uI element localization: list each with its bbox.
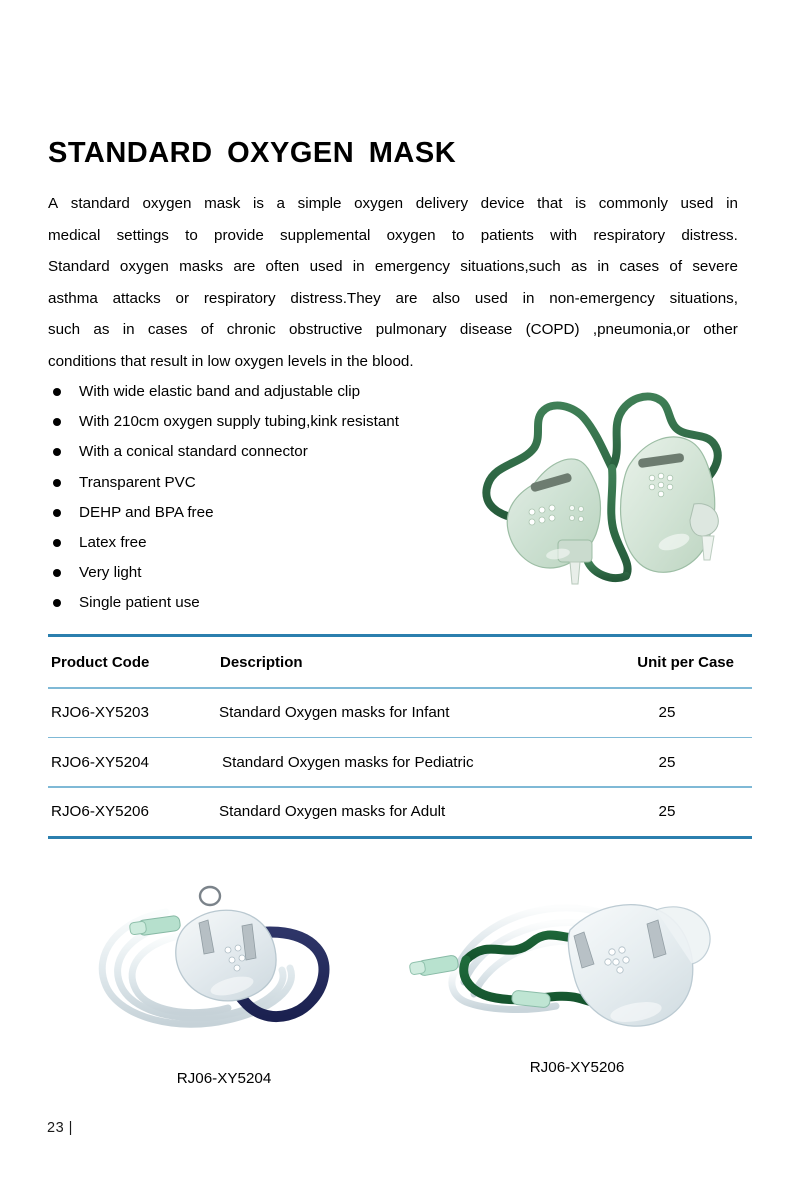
table-row (48, 738, 752, 786)
list-item (52, 498, 472, 528)
bullet-icon (53, 448, 61, 456)
page-number: 23 | (47, 1120, 73, 1136)
intro-line: medical settings to provide supplemental oxygen to patients with respiratory distress. (48, 226, 738, 244)
list-item (52, 377, 472, 407)
feature-label: With wide elastic band and adjustable clip (79, 383, 361, 400)
product-table (48, 634, 752, 839)
column-header-product-code: Product Code (51, 653, 150, 671)
bullet-icon (53, 479, 61, 487)
feature-label: DEHP and BPA free (79, 503, 214, 521)
page-title: STANDARD OXYGEN MASK (48, 137, 457, 170)
column-header-unit-per-case: Unit per Case (637, 653, 734, 671)
list-item (52, 407, 472, 437)
table-header-row (48, 637, 752, 687)
cell-product-code: RJO6-XY5203 (51, 704, 149, 721)
bullet-icon (53, 388, 61, 396)
feature-label: Very light (79, 564, 142, 582)
column-header-description: Description (220, 653, 303, 671)
bullet-icon (53, 418, 61, 426)
cell-unit-per-case: 25 (658, 753, 676, 771)
clear-mask-green-strap-illustration (404, 866, 750, 1048)
cell-product-code: RJO6-XY5206 (51, 803, 149, 820)
caption-xy5204: RJ06-XY5204 (176, 1070, 272, 1087)
cell-description: Standard Oxygen masks for Pediatric (222, 753, 474, 771)
bullet-icon (53, 539, 61, 547)
table-row (48, 689, 752, 737)
feature-label: Latex free (79, 533, 147, 551)
cell-unit-per-case: 25 (658, 803, 676, 820)
list-item (52, 558, 472, 588)
feature-label: Single patient use (79, 594, 200, 612)
intro-line: asthma attacks or respiratory distress.They are also used in non-emergency situations, (48, 289, 738, 307)
list-item (52, 437, 472, 467)
cell-description: Standard Oxygen masks for Infant (219, 704, 450, 721)
cell-product-code: RJO6-XY5204 (51, 753, 149, 771)
caption-xy5206: RJ06-XY5206 (529, 1059, 625, 1076)
product-photo-top (462, 372, 752, 600)
list-item (52, 468, 472, 498)
intro-line: Standard oxygen masks are often used in emergency situations,such as in cases of severe (48, 258, 738, 275)
bullet-icon (53, 569, 61, 577)
feature-list (52, 377, 472, 619)
cell-unit-per-case: 25 (658, 704, 676, 721)
list-item (52, 528, 472, 558)
oxygen-mask-pair-illustration (462, 372, 752, 600)
list-item (52, 588, 472, 618)
table-bottom-rule (48, 836, 752, 839)
feature-label: With 210cm oxygen supply tubing,kink resistant (79, 413, 399, 431)
bullet-icon (53, 509, 61, 517)
intro-line: A standard oxygen mask is a simple oxygen delivery device that is commonly used in (48, 195, 738, 212)
clear-mask-navy-strap-illustration (82, 868, 366, 1048)
cell-description: Standard Oxygen masks for Adult (219, 803, 446, 820)
product-photo-xy5206 (404, 866, 750, 1048)
intro-line: conditions that result in low oxygen levels in the blood. (48, 352, 414, 370)
feature-label: Transparent PVC (79, 473, 196, 491)
product-photo-xy5204 (82, 868, 366, 1048)
table-row (48, 788, 752, 836)
feature-label: With a conical standard connector (79, 443, 308, 461)
intro-text-block (48, 188, 738, 377)
intro-line: such as in cases of chronic obstructive pulmonary disease (COPD) ,pneumonia,or other (48, 321, 738, 338)
bullet-icon (53, 599, 61, 607)
